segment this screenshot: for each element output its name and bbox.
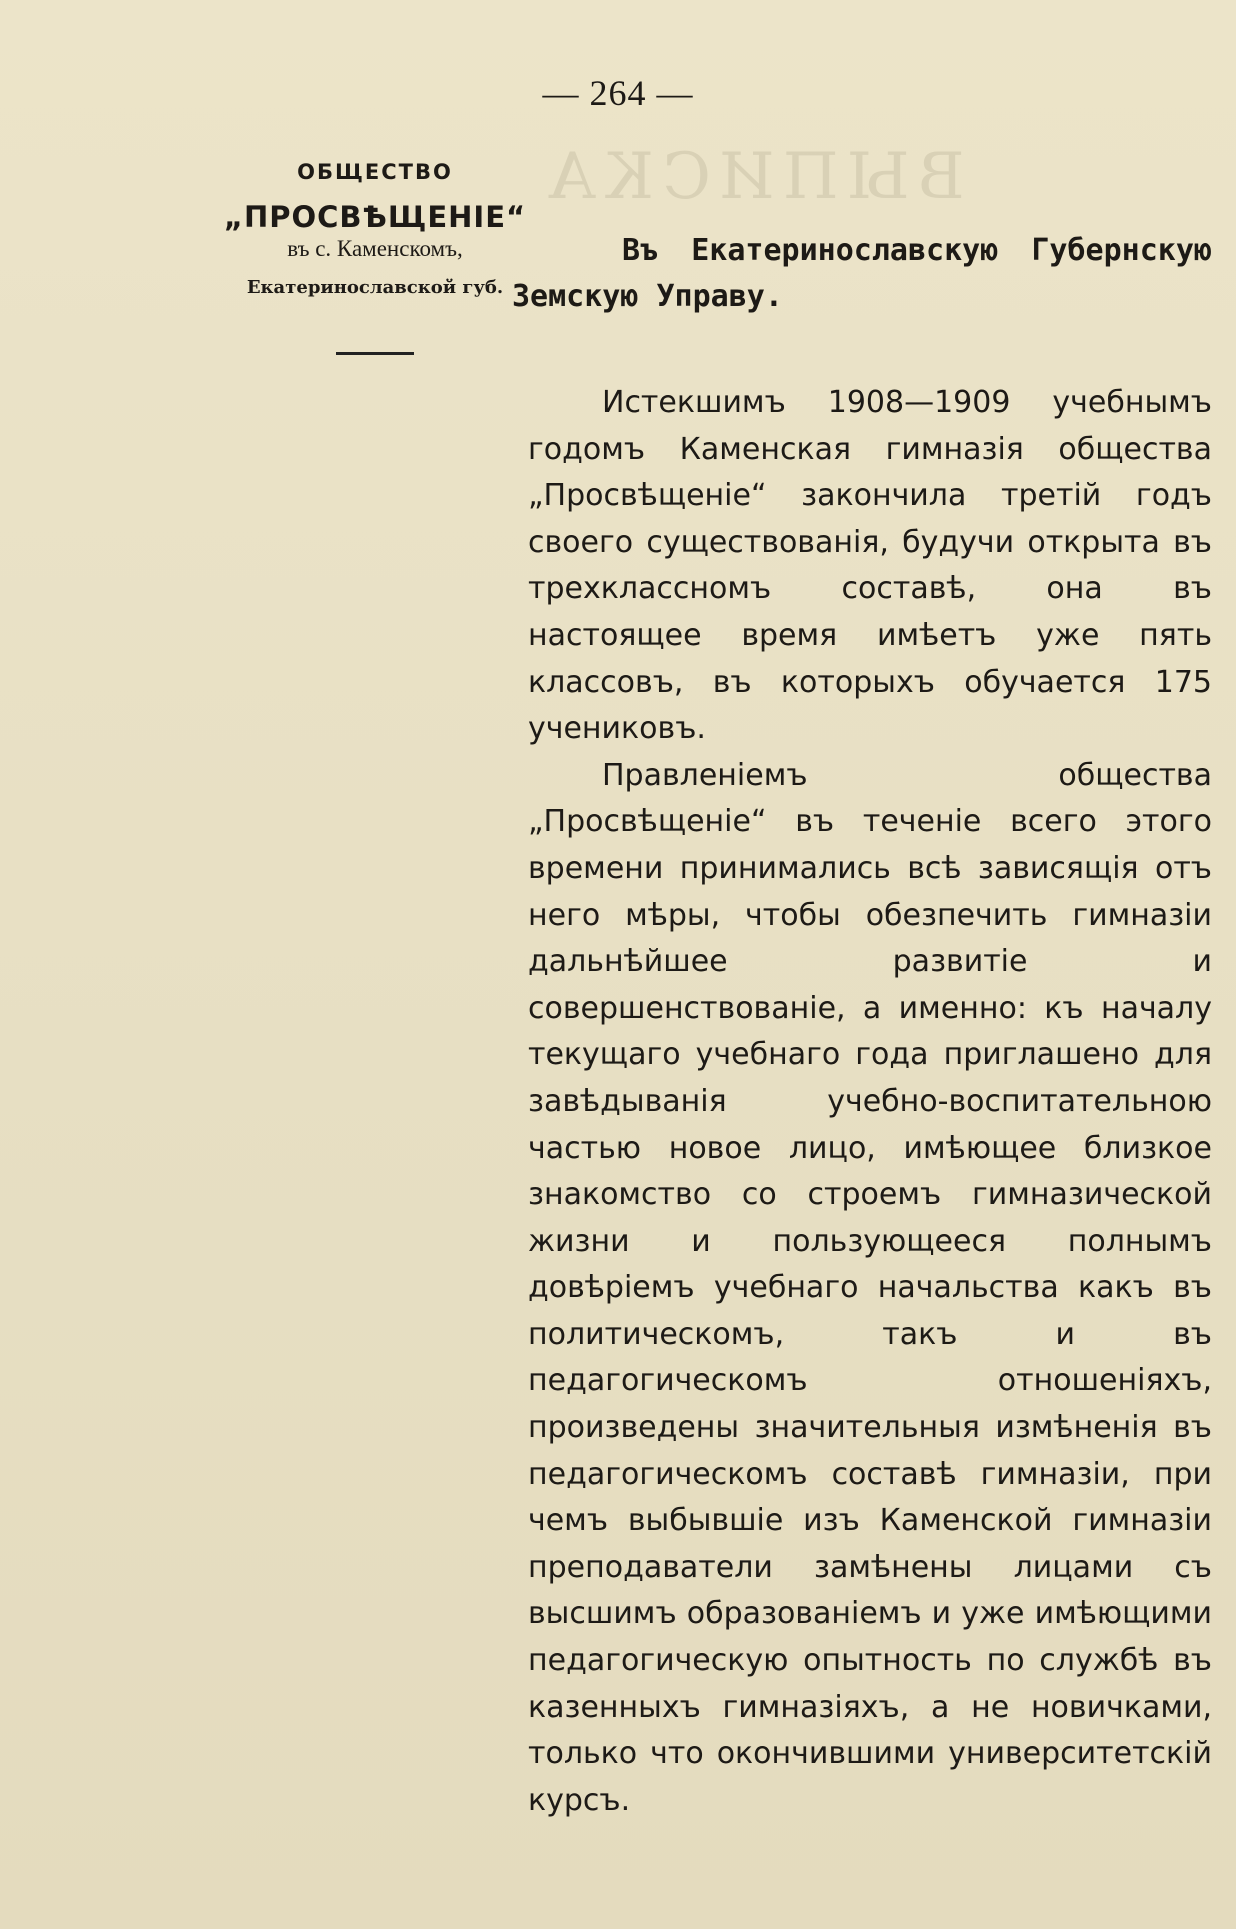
sender-province: Екатеринославской губ.	[246, 277, 504, 298]
paragraph: Истекшимъ 1908—1909 учебнымъ годомъ Каменская гимназія общества „Просвѣщеніе“ закончила третій годъ своего существованія, будучи открыта въ трехклассномъ составѣ, она въ настоящее время имѣетъ уже пять классовъ, въ которыхъ обучается 175 учениковъ.	[528, 385, 1212, 747]
paragraph: Правленіемъ общества „Просвѣщеніе“ въ теченіе всего этого времени принимались всѣ зависящія отъ него мѣры, чтобы обезпечить гимназіи дальнѣйшее развитіе и совершенствованіе, а именно: къ началу текущаго учебнаго года приглашено для завѣдыванія учебно-воспитательною частью новое лицо, имѣющее близкое знакомство со строемъ гимназической жизни и пользующееся полнымъ довѣріемъ учебнаго начальства какъ въ политическомъ, такъ и въ педагогическомъ отношеніяхъ, произведены значительныя измѣненія въ педагогическомъ составѣ гимназіи, при чемъ выбывшіе изъ Каменской гимназіи преподаватели замѣнены лицами съ высшимъ образованіемъ и уже имѣющими педагогическую опытность по службѣ въ казенныхъ гимназіяхъ, а не новичками, только что окончившими университетскій курсъ.	[528, 757, 1212, 1818]
show-through-heading: ВЫПИСКА	[540, 140, 965, 214]
sender-block	[200, 160, 550, 302]
sender-village: въ с. Каменскомъ,	[287, 236, 463, 261]
sender-divider	[336, 352, 414, 355]
page-number: — 264 —	[542, 73, 694, 113]
addressee: Въ Екатеринославскую Губернскую Земскую Управу.	[512, 233, 1212, 314]
sender-org-label: ОБЩЕСТВО	[297, 160, 453, 184]
sender-org-name: „ПРОСВѢЩЕНІЕ“	[223, 200, 527, 234]
letter-body	[528, 380, 1212, 1824]
